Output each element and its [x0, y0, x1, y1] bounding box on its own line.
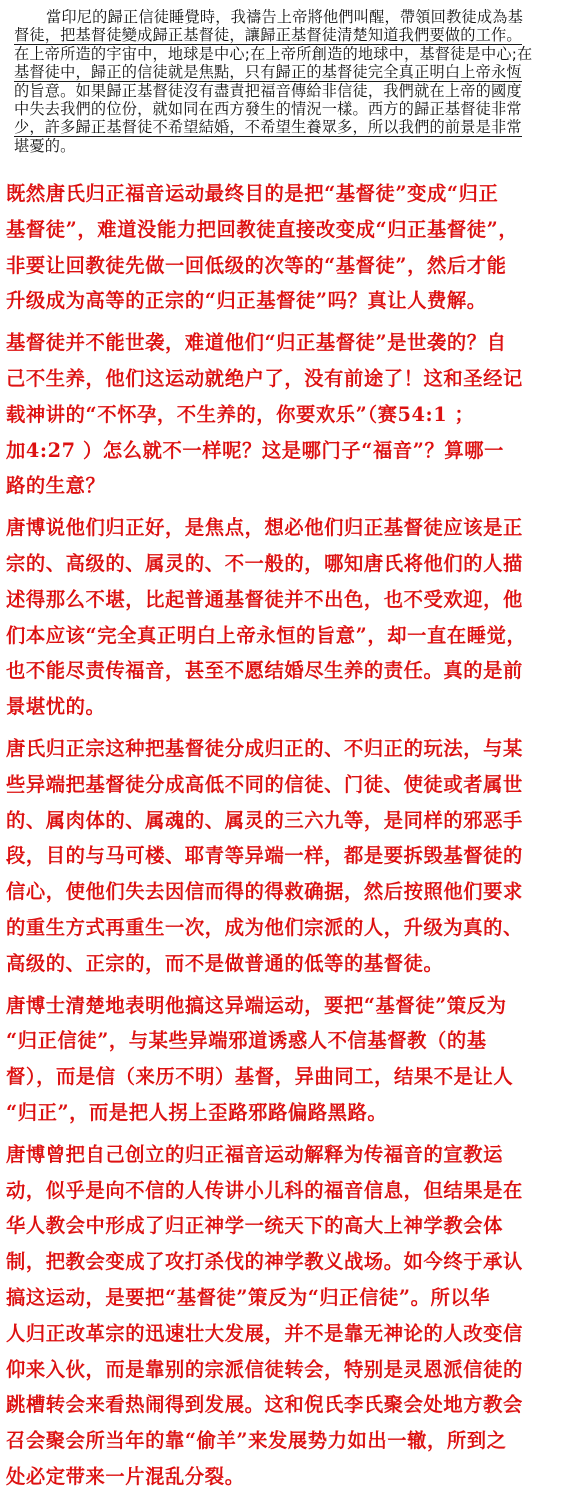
commentary-line: 们本应该“完全真正明白上帝永恒的旨意”，却一直在睡觉， — [6, 623, 527, 647]
quote-line: 在上帝所造的宇宙中，地球是中心;在上帝所創造的地球中，基督徒是中心;在 — [14, 44, 533, 63]
quote-line: 中失去我們的位份，就如同在西方發生的情況一樣。西方的歸正基督徒非常 — [14, 99, 522, 118]
commentary-line: 加4:27 ）怎么就不一样呢？这是哪门子“福音”？算哪一 — [6, 438, 504, 462]
commentary-paragraph — [6, 176, 568, 319]
commentary-line: 跳槽转会来看热闹得到发展。这和倪氏李氏聚会处地方教会 — [6, 1393, 523, 1417]
commentary-line: 述得那么不堪，比起普通基督徒并不出色，也不受欢迎，他 — [6, 587, 523, 611]
commentary-line: 唐氏归正宗这种把基督徒分成归正的、不归正的玩法，与某 — [6, 736, 523, 760]
commentary-line: 非要让回教徒先做一回低级的次等的“基督徒”，然后才能 — [6, 253, 507, 277]
commentary-line: 动，似乎是向不信的人传讲小儿科的福音信息，但结果是在 — [6, 1178, 523, 1202]
commentary-line: 处必定带来一片混乱分裂。 — [6, 1464, 245, 1488]
commentary-line: 宗的、高级的、属灵的、不一般的，哪知唐氏将他们的人描 — [6, 551, 523, 575]
commentary-line: 唐博说他们归正好，是焦点，想必他们归正基督徒应该是正 — [6, 516, 523, 540]
commentary-line: “归正信徒”，与某些异端邪道诱惑人不信基督教（的基 — [6, 1029, 487, 1053]
commentary-line: 督），而是信（来历不明）基督，异曲同工，结果不是让人 — [6, 1065, 514, 1089]
commentary-line: 制，把教会变成了攻打杀伐的神学教义战场。如今终于承认 — [6, 1250, 523, 1274]
commentary-line: 载神讲的“不怀孕，不生养的，你要欢乐”（赛54:1 ； — [6, 402, 475, 426]
commentary-line: 唐博士清楚地表明他搞这异端运动，要把“基督徒”策反为 — [6, 993, 507, 1017]
commentary-line: 升级成为高等的正宗的“归正基督徒”吗？真让人费解。 — [6, 289, 487, 313]
commentary-line: 唐博曾把自己创立的归正福音运动解释为传福音的宣教运 — [6, 1142, 504, 1166]
commentary-paragraph — [6, 988, 568, 1131]
quote-line: 督徒，把基督徒變成歸正基督徒，讓歸正基督徒清楚知道我們要做的工作。 — [14, 26, 522, 45]
commentary-line: 段，目的与马可楼、耶青等异端一样，都是要拆毁基督徒的 — [6, 844, 523, 868]
commentary-line: 也不能尽责传福音，甚至不愿结婚尽生养的责任。真的是前 — [6, 659, 523, 683]
commentary-line: 高级的、正宗的，而不是做普通的低等的基督徒。 — [6, 951, 444, 975]
commentary-line: “归正”，而是把人拐上歪路邪路偏路黑路。 — [6, 1100, 388, 1124]
quote-line: 少，許多歸正基督徒不希望結婚，不希望生養眾多，所以我們的前景是非常 — [14, 118, 522, 137]
commentary-text — [6, 176, 568, 1501]
quote-line: 當印尼的歸正信徒睡覺時，我禱告上帝將他們叫醒，帶領回教徒成為基 — [46, 8, 524, 26]
quoted-excerpt — [14, 8, 564, 158]
quote-line: 堪憂的。 — [14, 136, 76, 155]
commentary-line: 基督徒并不能世袭，难道他们“归正基督徒”是世袭的？自 — [6, 331, 507, 355]
commentary-line: 路的生意？ — [6, 474, 106, 498]
commentary-line: 华人教会中形成了归正神学一统天下的高大上神学教会体 — [6, 1214, 504, 1238]
commentary-line: 信心，使他们失去因信而得的得救确据，然后按照他们要求 — [6, 880, 523, 904]
commentary-line: 的重生方式再重生一次，成为他们宗派的人，升级为真的、 — [6, 915, 523, 939]
commentary-line: 些异端把基督徒分成高低不同的信徒、门徒、使徒或者属世 — [6, 772, 523, 796]
quote-line: 的旨意。如果歸正基督徒沒有盡責把福音傳給非信徒，我們就在上帝的國度 — [14, 81, 522, 100]
commentary-line: 己不生养，他们这运动就绝户了，没有前途了！这和圣经记 — [6, 366, 523, 390]
commentary-line: 既然唐氏归正福音运动最终目的是把“基督徒”变成“归正 — [6, 182, 499, 205]
commentary-line: 景堪忧的。 — [6, 695, 106, 719]
commentary-line: 仰来入伙，而是靠别的宗派信徒转会，特别是灵恩派信徒的 — [6, 1357, 523, 1381]
commentary-paragraph — [6, 731, 568, 982]
commentary-line: 人归正改革宗的迅速壮大发展，并不是靠无神论的人改变信 — [6, 1321, 523, 1345]
quote-line: 基督徒中，歸正的信徒就是焦點，只有歸正的基督徒完全真正明白上帝永恆 — [14, 63, 522, 82]
commentary-line: 召会聚会所当年的靠“偷羊”来发展势力如出一辙，所到之 — [6, 1429, 507, 1453]
commentary-line: 的、属肉体的、属魂的、属灵的三六九等，是同样的邪恶手 — [6, 808, 523, 832]
commentary-paragraph — [6, 325, 568, 504]
commentary-paragraph — [6, 1137, 568, 1495]
commentary-line: 基督徒”，难道没能力把回教徒直接改变成“归正基督徒”， — [6, 217, 519, 241]
commentary-line: 搞这运动，是要把“基督徒”策反为“归正信徒”。所以华 — [6, 1285, 491, 1309]
commentary-paragraph — [6, 510, 568, 725]
